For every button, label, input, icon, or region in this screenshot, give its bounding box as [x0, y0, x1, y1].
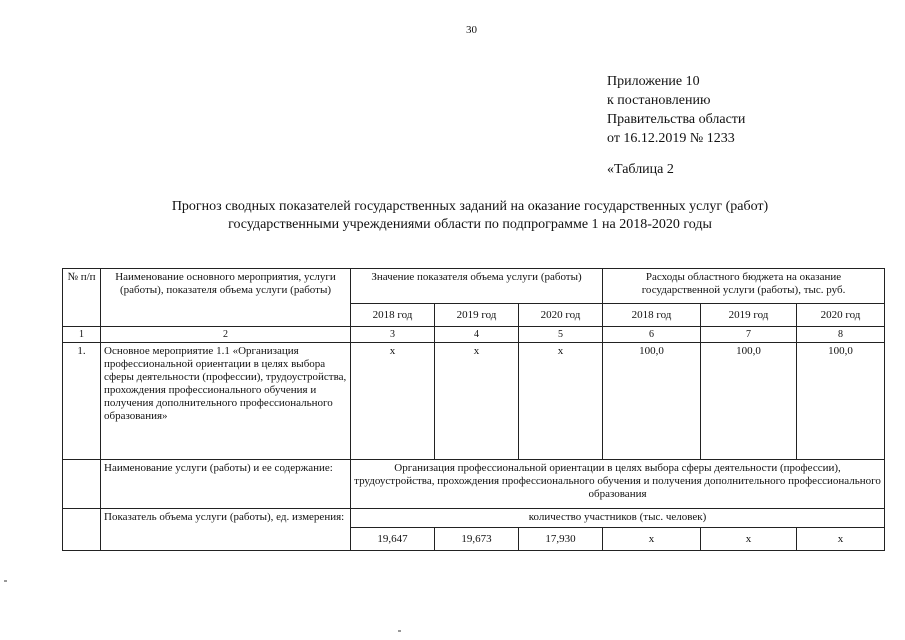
- scan-speck: [398, 630, 401, 632]
- title-line: Прогноз сводных показателей государственных заданий на оказание государственных услуг (работ): [171, 199, 769, 214]
- header-year: 2019 год: [701, 304, 797, 327]
- header-name: Наименование основного мероприятия, услуги (работы), показателя объема услуги (работы): [101, 269, 351, 327]
- service-name-label: Наименование услуги (работы) и ее содержание:: [101, 460, 351, 509]
- table-label: «Таблица 2: [607, 162, 674, 177]
- column-number: 7: [701, 327, 797, 343]
- volume-value: x: [435, 343, 519, 460]
- header-year: 2019 год: [435, 304, 519, 327]
- column-number: 4: [435, 327, 519, 343]
- appendix-line: к постановлению: [607, 93, 711, 108]
- volume-value: x: [519, 343, 603, 460]
- budget-value: 100,0: [701, 343, 797, 460]
- indicator-label: Показатель объема услуги (работы), ед. измерения:: [101, 509, 351, 551]
- budget-value: 100,0: [797, 343, 885, 460]
- title-line: государственными учреждениями области по подпрограмме 1 на 2018-2020 годы: [228, 217, 712, 232]
- header-budget: Расходы областного бюджета на оказание государственной услуги (работы), тыс. руб.: [603, 269, 885, 304]
- header-year: 2018 год: [603, 304, 701, 327]
- header-year: 2020 год: [797, 304, 885, 327]
- indicator-value: x: [797, 528, 885, 551]
- indicator-value: 17,930: [519, 528, 603, 551]
- page-number: 30: [466, 24, 477, 36]
- row-number: 1.: [63, 343, 101, 460]
- header-year: 2020 год: [519, 304, 603, 327]
- column-number: 5: [519, 327, 603, 343]
- volume-value: x: [351, 343, 435, 460]
- activity-name: Основное мероприятие 1.1 «Организация профессиональной ориентации в целях выбора сферы деятельности (профессии), трудоустройства, прохождения профессионального обучения и получения дополнительного профессионального образования»: [101, 343, 351, 460]
- indicator-value: 19,647: [351, 528, 435, 551]
- header-year: 2018 год: [351, 304, 435, 327]
- service-content: Организация профессиональной ориентации в целях выбора сферы деятельности (профессии), трудоустройства, прохождения профессионального обучения и получения дополнительного профессионального образования: [351, 460, 885, 509]
- forecast-table: [62, 268, 885, 551]
- column-number: 6: [603, 327, 701, 343]
- indicator-value: 19,673: [435, 528, 519, 551]
- indicator-value: x: [701, 528, 797, 551]
- indicator-unit: количество участников (тыс. человек): [351, 509, 885, 528]
- column-number: 8: [797, 327, 885, 343]
- column-number: 1: [63, 327, 101, 343]
- column-number: 2: [101, 327, 351, 343]
- appendix-block: [607, 72, 745, 148]
- header-volume: Значение показателя объема услуги (работы): [351, 269, 603, 304]
- column-number: 3: [351, 327, 435, 343]
- appendix-line: Правительства области: [607, 112, 746, 127]
- appendix-line: Приложение 10: [607, 74, 700, 89]
- scan-speck: [4, 580, 7, 582]
- header-num: № п/п: [63, 269, 101, 327]
- indicator-value: x: [603, 528, 701, 551]
- appendix-line: от 16.12.2019 № 1233: [607, 131, 735, 146]
- budget-value: 100,0: [603, 343, 701, 460]
- document-title: [100, 198, 840, 234]
